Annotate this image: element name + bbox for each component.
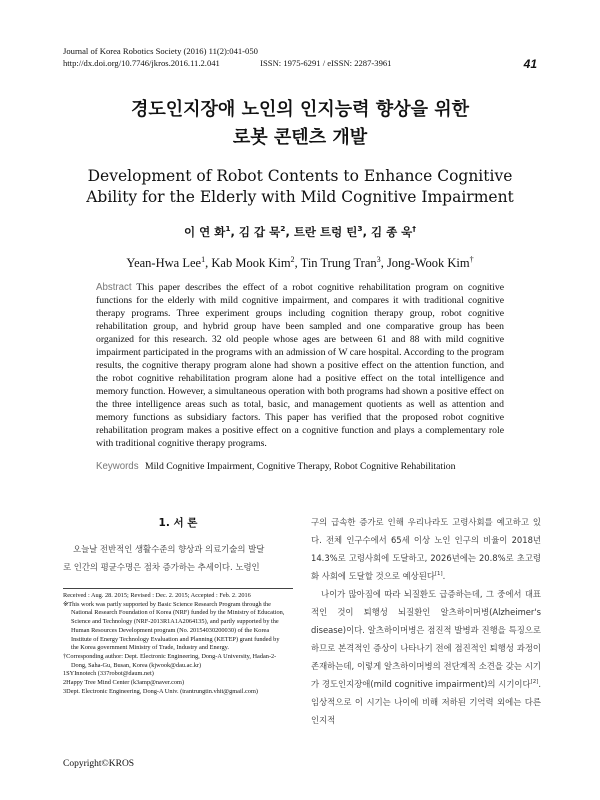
author-separator: , bbox=[380, 256, 387, 270]
left-column bbox=[63, 515, 293, 576]
author-affiliation-mark: † bbox=[469, 254, 474, 264]
doi-link[interactable]: http://dx.doi.org/10.7746/jkros.2016.11.2.041 bbox=[63, 58, 220, 68]
author-name: Kab Mook Kim bbox=[211, 256, 291, 270]
footnote-divider bbox=[63, 588, 293, 589]
author-affiliation-mark: 2 bbox=[290, 254, 295, 264]
author-separator: , bbox=[230, 225, 239, 239]
issn-text: ISSN: 1975-6291 / eISSN: 2287-3961 bbox=[260, 58, 392, 68]
author-name: 이 연 화 bbox=[183, 225, 226, 239]
right-column bbox=[311, 513, 541, 729]
author-separator: , bbox=[285, 225, 294, 239]
body-paragraph bbox=[311, 585, 541, 729]
received-dates: Received : Aug. 28. 2015; Revised : Dec. 2. 2015; Accepted : Feb. 2. 2016 bbox=[63, 592, 251, 599]
keywords bbox=[96, 461, 504, 472]
body-text: 나이가 많아짐에 따라 뇌질환도 급증하는데, 그 중에서 대표적인 것이 퇴행성 뇌질환인 알츠하이머병(Alzheimer's disease)이다. 알츠하이머병은 점진적 발병과 진행을 특징으로 하므로 본격적인 증상이 나타나기 전에 점진적인 퇴행성 과정이 존재하는데, 이렇게 알츠하이머병의 전단계적 소견을 갖는 시기가 경도인지장애(mild cognitive impairment)의 시기이다 bbox=[311, 589, 541, 689]
keywords-text: Mild Cognitive Impairment, Cognitive Therapy, Robot Cognitive Rehabilitation bbox=[144, 461, 456, 472]
author-separator: , bbox=[362, 225, 371, 239]
body-text: 구의 급속한 증가로 인해 우리나라도 고령사회를 예고하고 있다. 전체 인구수에서 65세 이상 노인 인구의 비율이 2018년 14.3%로 고령사회에 도달하고, 2026년에는 20.8%로 초고령화 사회에 도달할 것으로 예상된다 bbox=[311, 517, 541, 581]
page-number: 41 bbox=[523, 57, 537, 71]
abstract bbox=[96, 281, 504, 450]
abstract-text: This paper describes the effect of a robot cognitive rehabilitation program on cognitive functions for the elderly with mild cognitive impairment, and compares it with traditional cognitive therapy programs. Three experiment groups including cognition therapy group, robot cognitive rehabilitation group, and hybrid group have been sampled and one comparative group has been organized for this research. 32 old people whose ages are between 61 and 88 with mild cognitive impairment participated in the programs with an admission of W care hospital. According to the program results, the cognitive therapy program alone had shown a positive effect on the attention function, and the robot cognitive rehabilitation program alone had a positive effect on the total intelligence and memory function. However, a simultaneous operation with both programs had shown a positive effect on the three intelligence areas such as total, basic, and management quotients as well as attention and memory functions as subsidiary factors. This paper has verified that the proposed robot cognitive rehabilitation program makes a positive effect on a cognitive function and plays a complementary role with traditional cognitive therapy programs. bbox=[96, 282, 505, 449]
affiliation-note: 3Dept. Electronic Engineering, Dong-A Univ. (trantrungtin.vhit@gmail.com) bbox=[63, 687, 258, 695]
english-title-line-1: Development of Robot Contents to Enhance Cognitive bbox=[87, 167, 513, 185]
author-name: 트란 트렁 틴 bbox=[293, 225, 358, 239]
korean-title-line-2: 로봇 콘텐츠 개발 bbox=[232, 127, 368, 148]
footnotes bbox=[63, 592, 285, 696]
reference-mark[interactable]: [1] bbox=[434, 571, 443, 578]
author-affiliation-mark: † bbox=[412, 224, 417, 234]
reference-mark[interactable]: [2] bbox=[530, 679, 539, 686]
keywords-label: Keywords bbox=[96, 461, 139, 472]
abstract-label: Abstract bbox=[96, 282, 132, 293]
copyright: Copyright©KROS bbox=[63, 759, 135, 769]
body-text: . 임상적으로 이 시기는 나이에 비해 저하된 기억력 외에는 다른 인지적 bbox=[311, 679, 541, 725]
body-text: . bbox=[442, 571, 446, 581]
journal-header bbox=[63, 45, 391, 69]
body-paragraph bbox=[63, 540, 293, 576]
english-title-line-2: Ability for the Elderly with Mild Cognitive Impairment bbox=[86, 188, 514, 206]
korean-title bbox=[0, 96, 600, 152]
author-name: 김 종 욱 bbox=[370, 225, 413, 239]
english-title bbox=[0, 166, 600, 208]
author-name: Jong-Wook Kim bbox=[386, 256, 470, 270]
korean-authors bbox=[0, 224, 600, 240]
journal-citation: Journal of Korea Robotics Society (2016) 11(2):041-050 bbox=[63, 46, 258, 56]
author-affiliation-mark: 1 bbox=[201, 254, 206, 264]
body-paragraph bbox=[311, 513, 541, 585]
body-line: 로 인간의 평균수명은 점차 증가하는 추세이다. 노령인 bbox=[63, 562, 260, 572]
funding-note: ※This work was partly supported by Basic Science Research Program through the National Research Foundation of Korea (NRF) funded by the Ministry of Education, Science and Technology (NRF-2013R1A1A2064135), and partly supported by the Human Resources Development program (No. 20154030200030) of the Korea Institute of Energy Technology Evaluation and Planning (KETEP) grant funded by the Korea government Ministry of Trade, Industry and Energy. bbox=[63, 600, 285, 652]
affiliation-note: 2Happy Tree Mind Center (k3amp@naver.com) bbox=[63, 679, 185, 687]
author-separator: , bbox=[205, 256, 212, 270]
author-name: Yean-Hwa Lee bbox=[126, 256, 202, 270]
author-name: 김 갑 묵 bbox=[238, 225, 281, 239]
author-affiliation-mark: 3 bbox=[376, 254, 381, 264]
author-affiliation-mark: 1 bbox=[225, 224, 231, 234]
author-separator: , bbox=[294, 256, 301, 270]
corresponding-author-note: †Corresponding author: Dept. Electronic Engineering, Dong-A University, Hadan-2-Dong, Saha-Gu, Busan, Korea (kjwook@dau.ac.kr) bbox=[63, 652, 277, 669]
author-affiliation-mark: 2 bbox=[280, 224, 286, 234]
korean-title-line-1: 경도인지장애 노인의 인지능력 향상을 위한 bbox=[130, 99, 470, 120]
english-authors bbox=[0, 256, 600, 271]
author-affiliation-mark: 3 bbox=[357, 224, 363, 234]
body-line: 오늘날 전반적인 생활수준의 향상과 의료기술의 발달 bbox=[73, 544, 265, 554]
section-title: 1. 서 론 bbox=[158, 517, 198, 529]
affiliation-note: 1SYInnotech (337robot@daum.net) bbox=[63, 670, 154, 678]
author-name: Tin Trung Tran bbox=[300, 256, 377, 270]
